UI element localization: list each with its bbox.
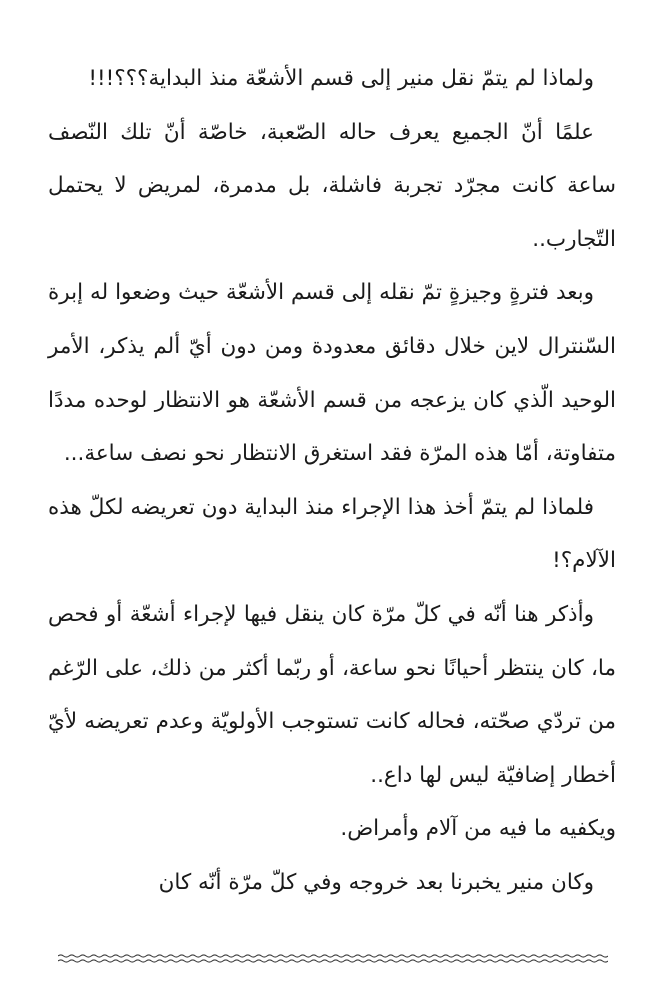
wavy-line-top: [58, 955, 608, 957]
paragraph-1: ولماذا لم يتمّ نقل منير إلى قسم الأشعّة منذ البداية؟؟؟!!!: [88, 66, 594, 91]
paragraph-2: علمًا أنّ الجميع يعرف حاله الصّعبة، خاصّة أنّ تلك النّصف ساعة كانت مجرّد تجربة فاشلة، بل مدمرة، لمريض لا يحتمل التّجارب..: [48, 119, 616, 252]
paragraph-3: وبعد فترةٍ وجيزةٍ تمّ نقله إلى قسم الأشعّة حيث وضعوا له إبرة السّنترال لاين خلال دقائق معدودة ومن دون أيّ ألم يذكر، الأمر الوحيد الّذي كان يزعجه من قسم الأشعّة هو الانتظار لوحده مددًا متفاوتة، أمّا هذه المرّة فقد استغرق الانتظار نحو نصف ساعة...: [48, 280, 616, 467]
wavy-line-bottom: [58, 960, 608, 962]
body-text: [48, 52, 616, 910]
paragraph-6: ويكفيه ما فيه من آلام وأمراض.: [340, 816, 616, 842]
paragraph-7: وكان منير يخبرنا بعد خروجه وفي كلّ مرّة أنّه كان: [158, 869, 594, 895]
wavy-divider: [58, 951, 608, 967]
paragraph-4: فلماذا لم يتمّ أخذ هذا الإجراء منذ البداية دون تعريضه لكلّ هذه الآلام؟!: [48, 494, 616, 574]
paragraph-5: وأذكر هنا أنّه في كلّ مرّة كان ينقل فيها لإجراء أشعّة أو فحص ما، كان ينتظر أحيانًا نحو ساعة، أو ربّما أكثر من ذلك، على الرّغم من تردّي صحّته، فحاله كانت تستوجب الأولويّة وعدم تعريضه لأيّ أخطار إضافيّة ليس لها داع..: [48, 601, 616, 788]
